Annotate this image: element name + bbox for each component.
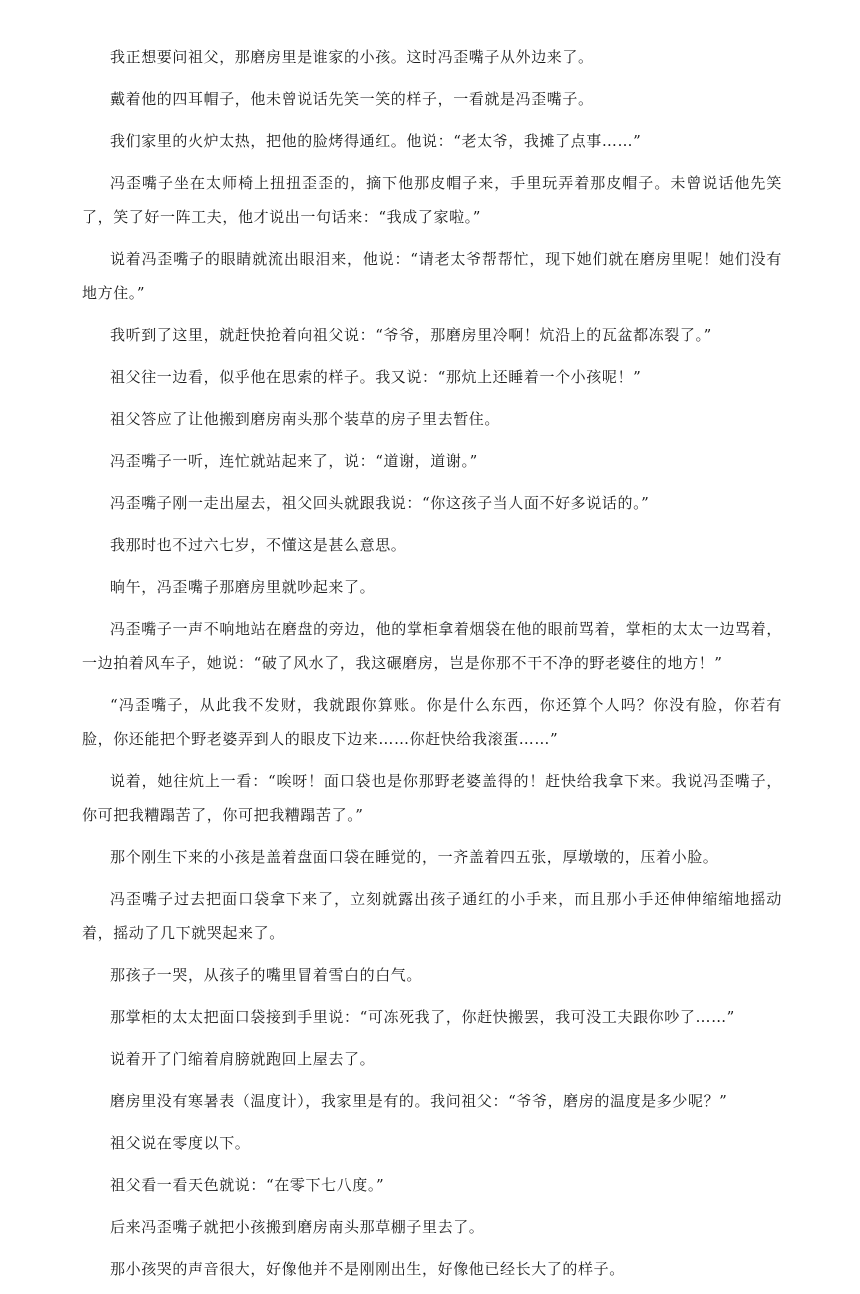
paragraph: 祖父看一看天色就说：“在零下七八度。”	[110, 1176, 385, 1194]
paragraph: 我们家里的火炉太热，把他的脸烤得通红。他说：“老太爷，我摊了点事……”	[110, 132, 642, 150]
paragraph: 戴着他的四耳帽子，他未曾说话先笑一笑的样子，一看就是冯歪嘴子。	[110, 90, 594, 108]
paragraph: 祖父说在零度以下。	[110, 1134, 251, 1152]
paragraph: 我那时也不过六七岁，不懂这是甚么意思。	[110, 536, 407, 554]
paragraph: 冯歪嘴子一声不响地站在磨盘的旁边，他的掌柜拿着烟袋在他的眼前骂着，掌柜的太太一边骂着，一边拍着风车子，她说：“破了风水了，我这碾磨房，岂是你那不干不净的野老婆住的地方！”	[82, 620, 782, 672]
paragraph: 冯歪嘴子坐在太师椅上扭扭歪歪的，摘下他那皮帽子来，手里玩弄着那皮帽子。未曾说话他先笑了，笑了好一阵工夫，他才说出一句话来：“我成了家啦。”	[82, 174, 782, 226]
paragraph: 冯歪嘴子刚一走出屋去，祖父回头就跟我说：“你这孩子当人面不好多说话的。”	[110, 494, 650, 512]
paragraph: 那小孩哭的声音很大，好像他并不是刚刚出生，好像他已经长大了的样子。	[110, 1260, 625, 1278]
paragraph: 冯歪嘴子一听，连忙就站起来了，说：“道谢，道谢。”	[110, 452, 478, 470]
paragraph: 说着，她往炕上一看：“唉呀！面口袋也是你那野老婆盖得的！赶快给我拿下来。我说冯歪嘴子，你可把我糟蹋苦了，你可把我糟蹋苦了。”	[82, 772, 782, 824]
paragraph: 那个刚生下来的小孩是盖着盘面口袋在睡觉的，一齐盖着四五张，厚墩墩的，压着小脸。	[110, 848, 719, 866]
paragraph: 磨房里没有寒暑表（温度计），我家里是有的。我问祖父：“爷爷，磨房的温度是多少呢？”	[110, 1092, 728, 1110]
paragraph: 那掌柜的太太把面口袋接到手里说：“可冻死我了，你赶快搬罢，我可没工夫跟你吵了……”	[110, 1008, 735, 1026]
paragraph: 祖父答应了让他搬到磨房南头那个装草的房子里去暂住。	[110, 410, 501, 428]
paragraph: 说着开了门缩着肩膀就跑回上屋去了。	[110, 1050, 376, 1068]
paragraph: 后来冯歪嘴子就把小孩搬到磨房南头那草棚子里去了。	[110, 1218, 485, 1236]
paragraph: 晌午，冯歪嘴子那磨房里就吵起来了。	[110, 578, 376, 596]
paragraph: “冯歪嘴子，从此我不发财，我就跟你算账。你是什么东西，你还算个人吗？你没有脸，你若有脸，你还能把个野老婆弄到人的眼皮下边来……你赶快给我滚蛋……”	[82, 696, 782, 748]
paragraph: 我听到了这里，就赶快抢着向祖父说：“爷爷，那磨房里冷啊！炕沿上的瓦盆都冻裂了。”	[110, 326, 712, 344]
paragraph: 那孩子一哭，从孩子的嘴里冒着雪白的白气。	[110, 966, 423, 984]
paragraph: 祖父往一边看，似乎他在思索的样子。我又说：“那炕上还睡着一个小孩呢！”	[110, 368, 642, 386]
document-page	[82, 40, 782, 1294]
paragraph: 我正想要问祖父，那磨房里是谁家的小孩。这时冯歪嘴子从外边来了。	[110, 48, 594, 66]
paragraph: 冯歪嘴子过去把面口袋拿下来了，立刻就露出孩子通红的小手来，而且那小手还伸伸缩缩地摇动着，摇动了几下就哭起来了。	[82, 890, 782, 942]
paragraph: 说着冯歪嘴子的眼睛就流出眼泪来，他说：“请老太爷帮帮忙，现下她们就在磨房里呢！她们没有地方住。”	[82, 250, 782, 302]
